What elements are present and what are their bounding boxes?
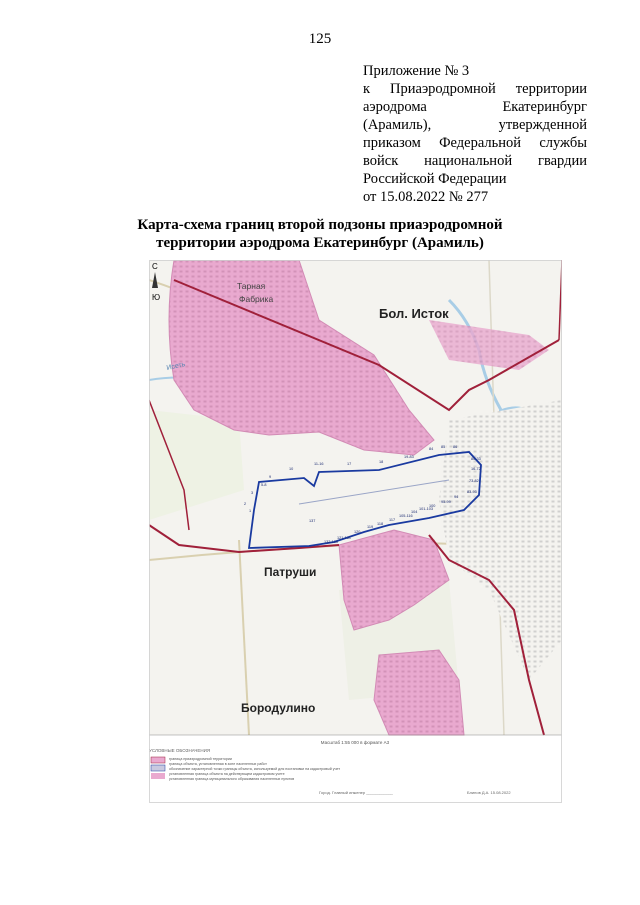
title-line-2: территории аэродрома Екатеринбург (Арамиль) — [156, 235, 484, 251]
appendix-line: (Арамиль), утвержденной — [363, 117, 587, 133]
legend-item: обозначение характерной точки границы объекта, используемой для постановки на кадастровый учет — [169, 767, 340, 771]
appendix-line: к Приаэродромной территории — [363, 81, 587, 97]
point-label: 121-131 — [337, 536, 351, 540]
place-label: Тарная — [237, 281, 266, 291]
point-label: 9 — [269, 475, 272, 479]
point-label: 94 — [454, 495, 459, 499]
point-label: 19-83 — [404, 455, 414, 459]
point-label: 83-93 — [467, 490, 477, 494]
place-label: Бородулино — [241, 701, 316, 715]
point-label: 100 — [429, 504, 436, 508]
point-label: 86 — [453, 445, 458, 449]
river-label: Исеть — [165, 361, 187, 372]
map-svg — [149, 260, 562, 803]
point-label: 105-116 — [399, 514, 413, 518]
legend-swatch — [151, 757, 165, 763]
legend-title: УСЛОВНЫЕ ОБОЗНАЧЕНИЯ — [149, 748, 211, 753]
point-label: 101-103 — [419, 507, 433, 511]
point-label: 117 — [389, 518, 396, 522]
point-label: 5-8 — [261, 483, 267, 487]
place-label: Бол. Исток — [379, 306, 449, 321]
legend-item: граница объекта, установленная в зоне населенных работ — [169, 762, 267, 766]
point-label: 104 — [411, 510, 418, 514]
compass-south: Ю — [152, 293, 161, 302]
compass-north: С — [152, 262, 158, 271]
appendix-line: Приложение № 3 — [363, 63, 470, 79]
legend-item: установленная граница объекта на действующем кадастровом учете — [169, 772, 285, 776]
point-label: 84 — [429, 447, 434, 451]
scale-text: Масштаб 1:55 000 в формате А3 — [320, 740, 390, 745]
legend-item: граница приаэродромной территории — [169, 757, 232, 761]
place-label: Патруши — [264, 565, 317, 579]
point-label: 119 — [367, 525, 374, 529]
point-label: 18 — [379, 460, 384, 464]
point-label: 1 — [249, 509, 252, 513]
point-label: 85 — [441, 445, 446, 449]
legend-swatch — [151, 765, 165, 771]
appendix-line: аэродрома Екатеринбург — [363, 99, 587, 115]
point-label: 2 — [244, 502, 247, 506]
map-scheme — [149, 260, 562, 803]
point-label: 17 — [347, 462, 352, 466]
point-label: 118 — [377, 522, 384, 526]
title-line-1: Карта-схема границ второй подзоны приаэродромной — [137, 217, 503, 233]
point-label: 10 — [289, 467, 294, 471]
footer-signature: Блинов Д.А. 15.08.2022 — [467, 790, 511, 795]
legend-item: установленная граница муниципального образования населенных пунктов — [169, 777, 295, 781]
appendix-line: от 15.08.2022 № 277 — [363, 189, 489, 205]
appendix-line: Российской Федерации — [363, 171, 507, 187]
page-number: 125 — [308, 31, 332, 47]
point-label: 73-82 — [469, 479, 479, 483]
appendix-line: войск национальной гвардии — [363, 153, 587, 169]
place-label: Фабрика — [239, 294, 274, 304]
point-label: 86-33 — [471, 457, 481, 461]
point-label: 11-16 — [314, 462, 324, 466]
footer-signature: Город. Главный инженер ____________ — [319, 790, 393, 795]
point-label: 120 — [354, 530, 361, 534]
point-label: 95-99 — [441, 500, 451, 504]
point-label: 137 — [309, 519, 316, 523]
legend-swatch — [151, 773, 165, 779]
document-title — [0, 216, 640, 252]
appendix-line: приказом Федеральной службы — [363, 135, 587, 151]
point-label: 132-136 — [324, 540, 338, 544]
appendix-block — [363, 62, 587, 206]
point-label: 3 — [251, 491, 254, 495]
point-label: 16-72 — [471, 467, 481, 471]
